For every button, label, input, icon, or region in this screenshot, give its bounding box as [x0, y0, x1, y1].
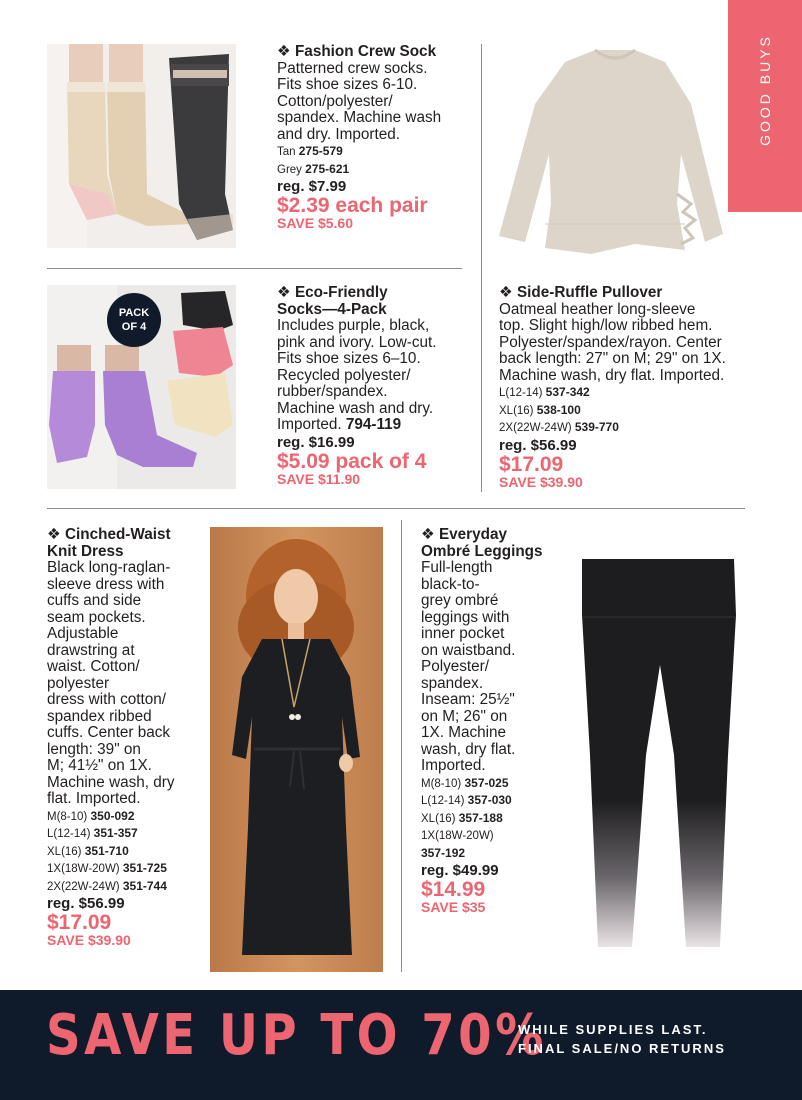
- eco-socks-reg-price: reg. $16.99: [277, 433, 355, 451]
- dress-desc-line: spandex ribbed: [47, 707, 152, 725]
- crew-sock-desc-line: Fits shoe sizes 6-10.: [277, 76, 418, 93]
- size-label: 2X(22W-24W): [47, 880, 120, 893]
- pullover-desc-line: Polyester/spandex/rayon. Center: [499, 333, 722, 351]
- crew-sock-desc-line: and dry. Imported.: [277, 125, 401, 143]
- crew-sock-block: [277, 44, 477, 231]
- leggings-desc-line: grey ombré: [421, 592, 499, 609]
- crew-sock-desc-line: spandex. Machine wash: [277, 109, 442, 126]
- leggings-size-row: [421, 810, 566, 828]
- dress-desc-line: polyester: [47, 674, 110, 692]
- dress-block: [47, 527, 207, 948]
- crew-sock-photo: [47, 44, 236, 248]
- eco-socks-desc-line: pink and ivory. Low-cut.: [277, 333, 437, 351]
- imported-text: Imported.: [277, 416, 342, 433]
- leggings-desc-line: Full-length: [421, 559, 493, 576]
- leggings-desc-line: spandex.: [421, 674, 484, 692]
- dress-desc-line: cuffs. Center back: [47, 724, 171, 741]
- eco-socks-sale-price: $5.09 pack of 4: [277, 449, 427, 473]
- item-code: 275-621: [305, 161, 350, 176]
- crew-sock-reg-price: reg. $7.99: [277, 178, 347, 195]
- leggings-desc-line: wash, dry flat.: [421, 740, 516, 758]
- item-code: 351-357: [93, 826, 138, 840]
- divider-horizontal-full: [47, 508, 745, 509]
- item-code: 351-744: [122, 878, 167, 893]
- pullover-size-row: [499, 384, 759, 402]
- dress-desc-line: flat. Imported.: [47, 790, 141, 807]
- eco-socks-title: Socks—4-Pack: [277, 300, 387, 318]
- size-label: L(12-14): [47, 828, 91, 840]
- dress-desc-line: M; 41½" on 1X.: [47, 757, 152, 774]
- item-code: 357-192: [421, 845, 466, 860]
- leggings-desc-line: leggings with: [421, 608, 510, 626]
- dress-desc-line: sleeve dress with: [47, 575, 165, 593]
- size-label: Grey: [277, 163, 302, 176]
- pullover-desc-line: Machine wash, dry flat. Imported.: [499, 366, 725, 384]
- leggings-reg-price: reg. $49.99: [421, 862, 499, 879]
- item-code: 275-579: [298, 144, 343, 158]
- leggings-desc-line: 1X. Machine: [421, 724, 507, 741]
- size-label: XL(16): [47, 845, 82, 858]
- pullover-savings: SAVE $39.90: [499, 473, 583, 490]
- size-label: L(12-14): [499, 387, 543, 399]
- dress-size-row: [47, 843, 207, 861]
- pullover-title: ❖ Side-Ruffle Pullover: [499, 284, 663, 301]
- item-code: 351-725: [122, 861, 167, 875]
- eco-socks-photo: [47, 285, 236, 489]
- size-label: M(8-10): [421, 777, 462, 790]
- pullover-reg-price: reg. $56.99: [499, 436, 577, 454]
- eco-socks-desc-line: Includes purple, black,: [277, 317, 430, 334]
- item-code: 538-100: [536, 402, 581, 417]
- good-buys-label: GOOD BUYS: [757, 34, 773, 146]
- dress-sale-price: $17.09: [47, 911, 112, 934]
- pullover-desc-line: top. Slight high/low ribbed hem.: [499, 317, 713, 334]
- dress-title: Knit Dress: [47, 542, 124, 560]
- eco-socks-savings: SAVE $11.90: [277, 470, 361, 487]
- leggings-title: ❖ Everyday: [421, 526, 508, 543]
- pullover-desc-line: Oatmeal heather long-sleeve: [499, 300, 696, 318]
- divider-horizontal-left: [47, 268, 462, 269]
- eco-socks-desc-line: Recycled polyester/: [277, 366, 411, 384]
- pullover-sale-price: $17.09: [499, 452, 564, 476]
- item-code: 350-092: [90, 808, 135, 823]
- dress-size-row: [47, 825, 207, 843]
- leggings-desc-line: on M; 26" on: [421, 707, 508, 725]
- leggings-size-row: [421, 775, 566, 793]
- crew-sock-desc-line: Patterned crew socks.: [277, 59, 428, 77]
- pullover-photo: [495, 44, 727, 272]
- footer-line: WHILE SUPPLIES LAST.: [518, 1022, 708, 1037]
- eco-socks-imported-line: [277, 417, 477, 434]
- dress-desc-line: dress with cotton/: [47, 691, 167, 708]
- eco-socks-desc-line: Machine wash and dry.: [277, 399, 434, 417]
- leggings-sale-price: $14.99: [421, 878, 486, 901]
- size-label: L(12-14): [421, 795, 465, 807]
- dress-desc-line: Machine wash, dry: [47, 773, 175, 791]
- crew-sock-title: ❖ Fashion Crew Sock: [277, 43, 437, 60]
- dress-size-row: [47, 860, 207, 878]
- leggings-desc-line: black-to-: [421, 575, 480, 593]
- pullover-size-row: [499, 419, 759, 437]
- dress-savings: SAVE $39.90: [47, 932, 131, 948]
- size-label: 2X(22W-24W): [499, 422, 572, 434]
- eco-socks-desc-line: Fits shoe sizes 6–10.: [277, 350, 421, 367]
- item-code: 357-025: [464, 775, 509, 790]
- leggings-photo: [578, 555, 738, 955]
- footer-line: FINAL SALE/NO RETURNS: [518, 1041, 726, 1056]
- divider-vertical-top: [481, 44, 482, 492]
- item-code: 537-342: [545, 385, 590, 399]
- item-code: 357-030: [467, 793, 512, 807]
- dress-reg-price: reg. $56.99: [47, 895, 125, 912]
- footer-headline: SAVE UP TO 70%: [46, 1003, 547, 1068]
- pullover-size-row: [499, 402, 759, 420]
- pullover-block: [499, 285, 759, 490]
- dress-size-row: [47, 808, 207, 826]
- size-label: 1X(18W-20W): [47, 863, 120, 875]
- crew-sock-savings: SAVE $5.60: [277, 215, 354, 231]
- leggings-desc-line: Polyester/: [421, 658, 490, 675]
- dress-desc-line: cuffs and side: [47, 592, 142, 609]
- size-label: XL(16): [421, 812, 456, 825]
- dress-desc-line: waist. Cotton/: [47, 658, 140, 675]
- crew-sock-desc-line: Cotton/polyester/: [277, 92, 393, 110]
- divider-vertical-bottom: [401, 520, 402, 972]
- leggings-desc-line: Imported.: [421, 757, 486, 774]
- badge-line: PACK: [118, 307, 150, 319]
- pack-of-4-badge: [107, 293, 161, 347]
- dress-desc-line: drawstring at: [47, 641, 135, 659]
- crew-sock-sale-price: $2.39 each pair: [277, 194, 428, 217]
- dress-desc-line: seam pockets.: [47, 608, 146, 626]
- item-code: 794-119: [345, 416, 402, 433]
- pullover-desc-line: back length: 27" on M; 29" on 1X.: [499, 350, 726, 367]
- leggings-savings: SAVE $35: [421, 899, 486, 915]
- eco-socks-block: [277, 285, 477, 487]
- leggings-size-row: [421, 845, 566, 863]
- size-label: M(8-10): [47, 810, 88, 823]
- dress-photo: [210, 527, 383, 972]
- dress-title: ❖ Cinched-Waist: [47, 526, 171, 543]
- item-code: 351-710: [84, 843, 129, 858]
- leggings-block: [421, 527, 566, 915]
- badge-line: OF 4: [121, 321, 147, 333]
- dress-desc-line: length: 39" on: [47, 740, 141, 758]
- size-label: Tan: [277, 146, 296, 158]
- dress-desc-line: Black long-raglan-: [47, 559, 171, 576]
- crew-sock-size-row: [277, 143, 477, 161]
- eco-socks-title: ❖ Eco-Friendly: [277, 284, 388, 301]
- eco-socks-desc-line: rubber/spandex.: [277, 383, 388, 400]
- leggings-desc-line: inner pocket: [421, 625, 505, 642]
- leggings-desc-line: on waistband.: [421, 641, 516, 659]
- crew-sock-size-row: [277, 161, 477, 179]
- dress-desc-line: Adjustable: [47, 625, 119, 642]
- leggings-size-row: [421, 827, 566, 845]
- leggings-title: Ombré Leggings: [421, 542, 543, 560]
- footer-fine-print: [518, 1020, 726, 1058]
- item-code: 539-770: [574, 420, 619, 434]
- size-label: 1X(18W-20W): [421, 830, 494, 842]
- dress-size-row: [47, 878, 207, 896]
- item-code: 357-188: [458, 810, 503, 825]
- good-buys-tab: [728, 0, 802, 212]
- leggings-size-row: [421, 792, 566, 810]
- leggings-desc-line: Inseam: 25½": [421, 691, 515, 708]
- size-label: XL(16): [499, 404, 534, 417]
